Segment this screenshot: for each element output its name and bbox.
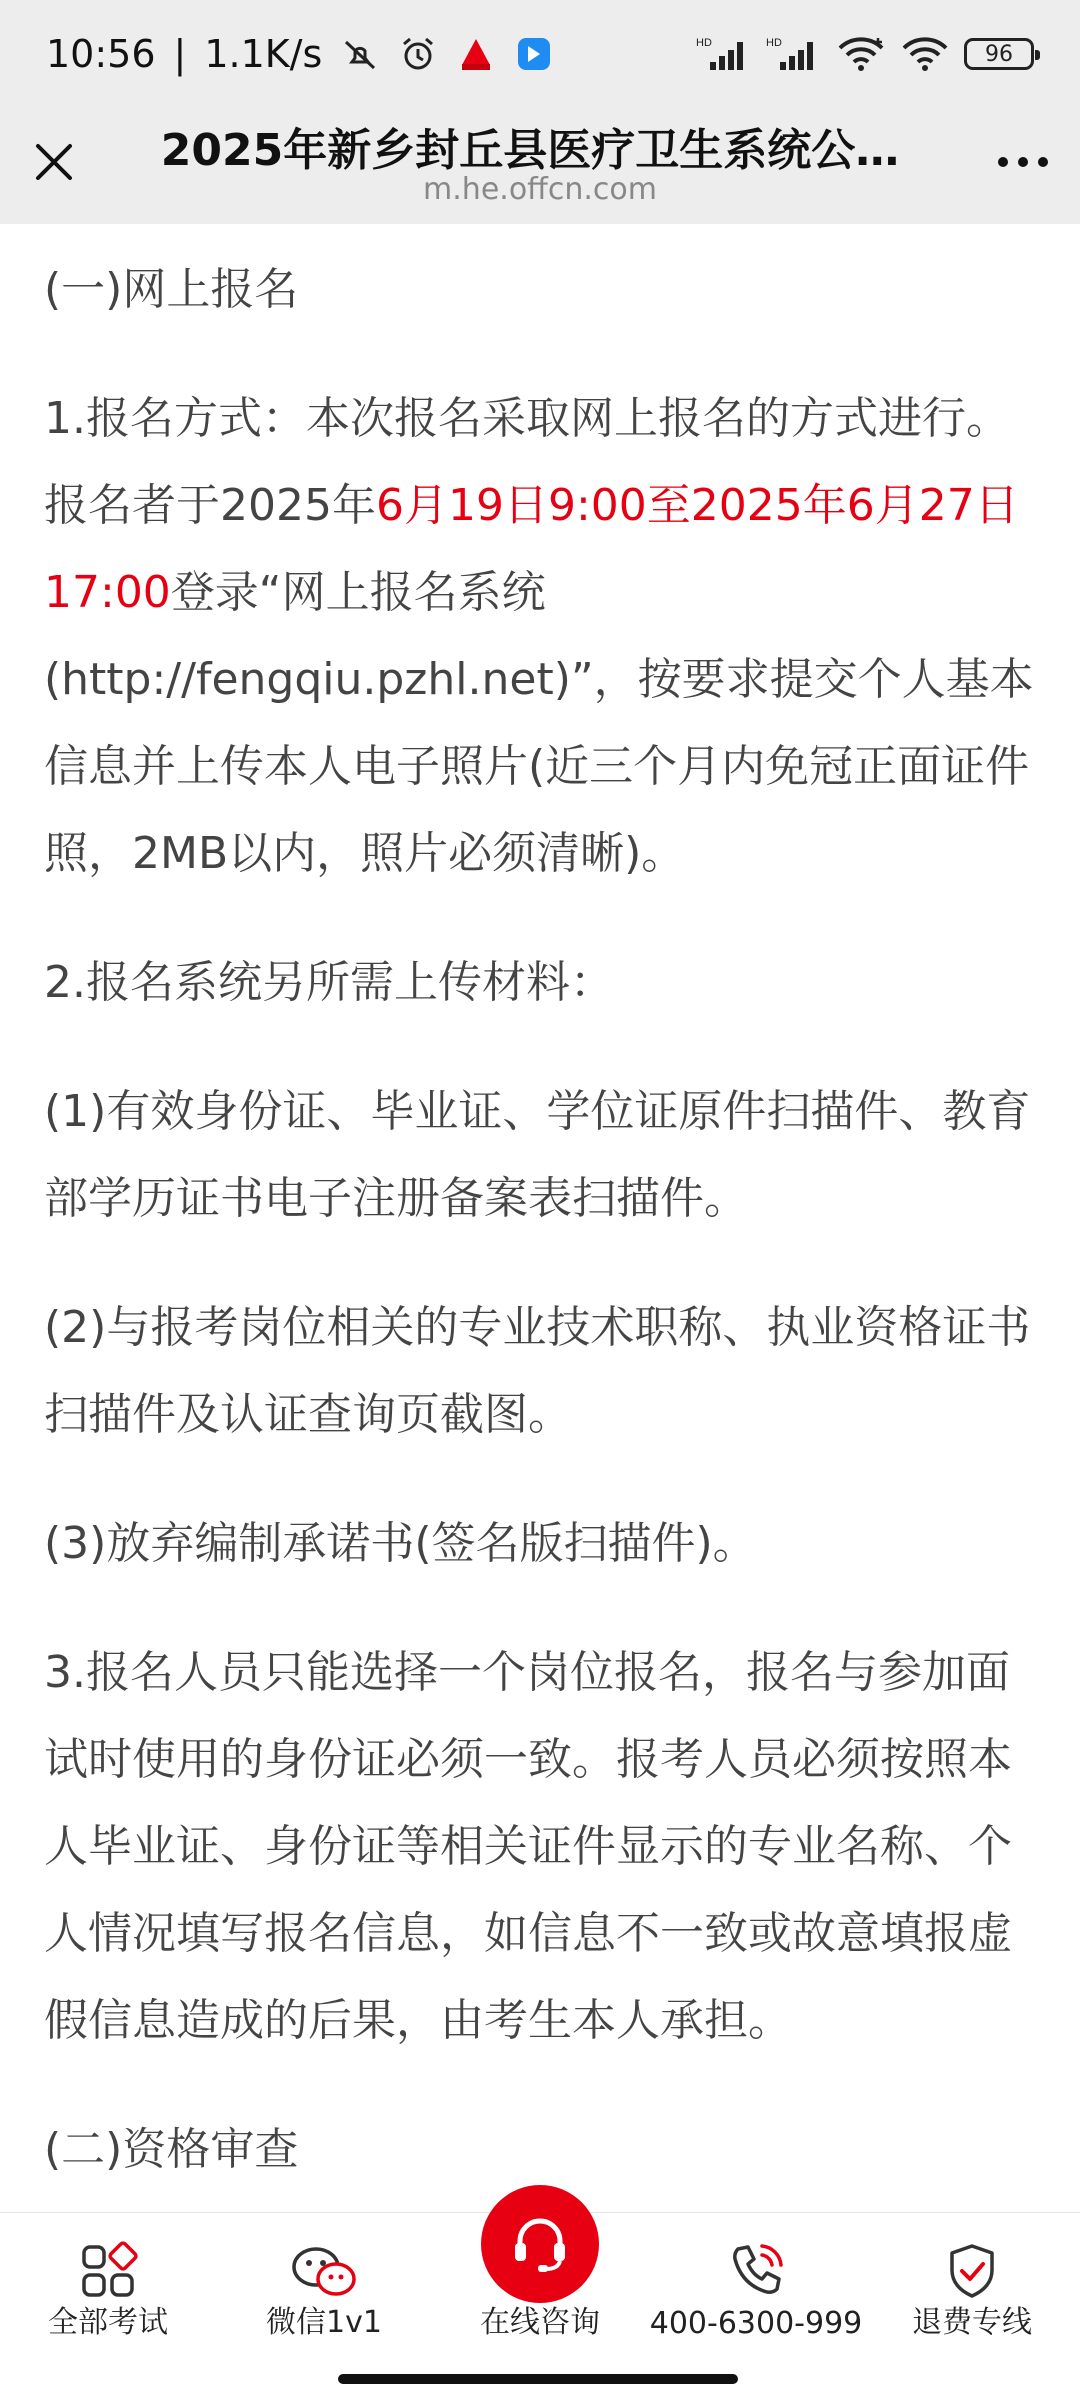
status-divider: | xyxy=(173,32,187,76)
paragraph-item-3: (3)放弃编制承诺书(签名版扫描件)。 xyxy=(44,1518,757,1569)
paragraph-text: 1.报名方式：本次报名采取网上报名的方式进行。报名者于2025年 xyxy=(44,393,1010,531)
article-content xyxy=(44,224,1036,2214)
page-title: 2025年新乡封丘县医疗卫生系统公… xyxy=(160,125,900,176)
home-indicator[interactable] xyxy=(338,2374,738,2384)
more-icon xyxy=(995,154,1051,170)
consult-circle[interactable] xyxy=(481,2185,599,2303)
battery-icon: 96 xyxy=(964,38,1034,70)
status-bar xyxy=(0,0,1080,108)
page-url: m.he.offcn.com xyxy=(423,172,657,207)
headset-icon xyxy=(505,2209,575,2279)
all-exams-label: 全部考试 xyxy=(48,2305,168,2340)
status-time: 10:56 xyxy=(46,32,156,76)
signal-icon xyxy=(766,34,822,74)
wifi-icon xyxy=(900,34,950,74)
title-bar xyxy=(0,108,1080,224)
phone-label: 400-6300-999 xyxy=(649,2306,863,2341)
grid-icon xyxy=(78,2241,138,2305)
close-icon xyxy=(32,140,76,184)
phone-button[interactable] xyxy=(648,2223,864,2359)
mute-icon xyxy=(340,34,380,74)
section-heading-online-registration: (一)网上报名 xyxy=(44,264,299,315)
refund-label: 退费专线 xyxy=(912,2305,1032,2340)
wechat-label: 微信1v1 xyxy=(266,2305,382,2340)
wechat-button[interactable] xyxy=(216,2223,432,2359)
online-consult-button[interactable] xyxy=(432,2223,648,2359)
signal-icon xyxy=(696,34,752,74)
section-heading-qualification-review: (二)资格审查 xyxy=(44,2124,299,2175)
paragraph-item-1: (1)有效身份证、毕业证、学位证原件扫描件、教育部学历证书电子注册备案表扫描件。 xyxy=(44,1086,1031,1224)
all-exams-button[interactable] xyxy=(0,2223,216,2359)
wifi-icon xyxy=(836,34,886,74)
svg-text:HD: HD xyxy=(766,37,782,49)
paragraph-registration-method xyxy=(44,375,1036,897)
refund-button[interactable] xyxy=(864,2223,1080,2359)
app-icon xyxy=(456,34,496,74)
paragraph-text: 登录“网上报名系统(http://fengqiu.pzhl.net)”，按要求提交个人基本信息并上传本人电子照片(近三个月内免冠正面证件照，2MB以内，照片必须清晰)。 xyxy=(44,567,1034,879)
paragraph-rules: 3.报名人员只能选择一个岗位报名，报名与参加面试时使用的身份证必须一致。报考人员必须按照本人毕业证、身份证等相关证件显示的专业名称、个人情况填写报名信息，如信息不一致或故意填报虚假信息造成的后果，由考生本人承担。 xyxy=(44,1647,1012,2046)
online-consult-label: 在线咨询 xyxy=(480,2305,600,2340)
status-left xyxy=(46,32,554,76)
svg-text:HD: HD xyxy=(696,37,712,49)
highlight-date-range: 6月19日9:00至2025年6月27日17:00 xyxy=(44,480,1019,618)
app-icon-blue xyxy=(514,34,554,74)
paragraph-item-2: (2)与报考岗位相关的专业技术职称、执业资格证书扫描件及认证查询页截图。 xyxy=(44,1302,1031,1440)
shield-icon xyxy=(942,2241,1002,2305)
phone-icon xyxy=(726,2241,786,2305)
close-button[interactable] xyxy=(22,130,86,194)
status-speed: 1.1K/s xyxy=(204,32,323,76)
paragraph-upload-materials: 2.报名系统另所需上传材料： xyxy=(44,957,614,1008)
more-button[interactable] xyxy=(990,130,1056,194)
status-right xyxy=(696,34,1034,74)
alarm-icon xyxy=(398,34,438,74)
bottom-action-bar xyxy=(0,2212,1080,2362)
wechat-icon xyxy=(288,2241,360,2305)
